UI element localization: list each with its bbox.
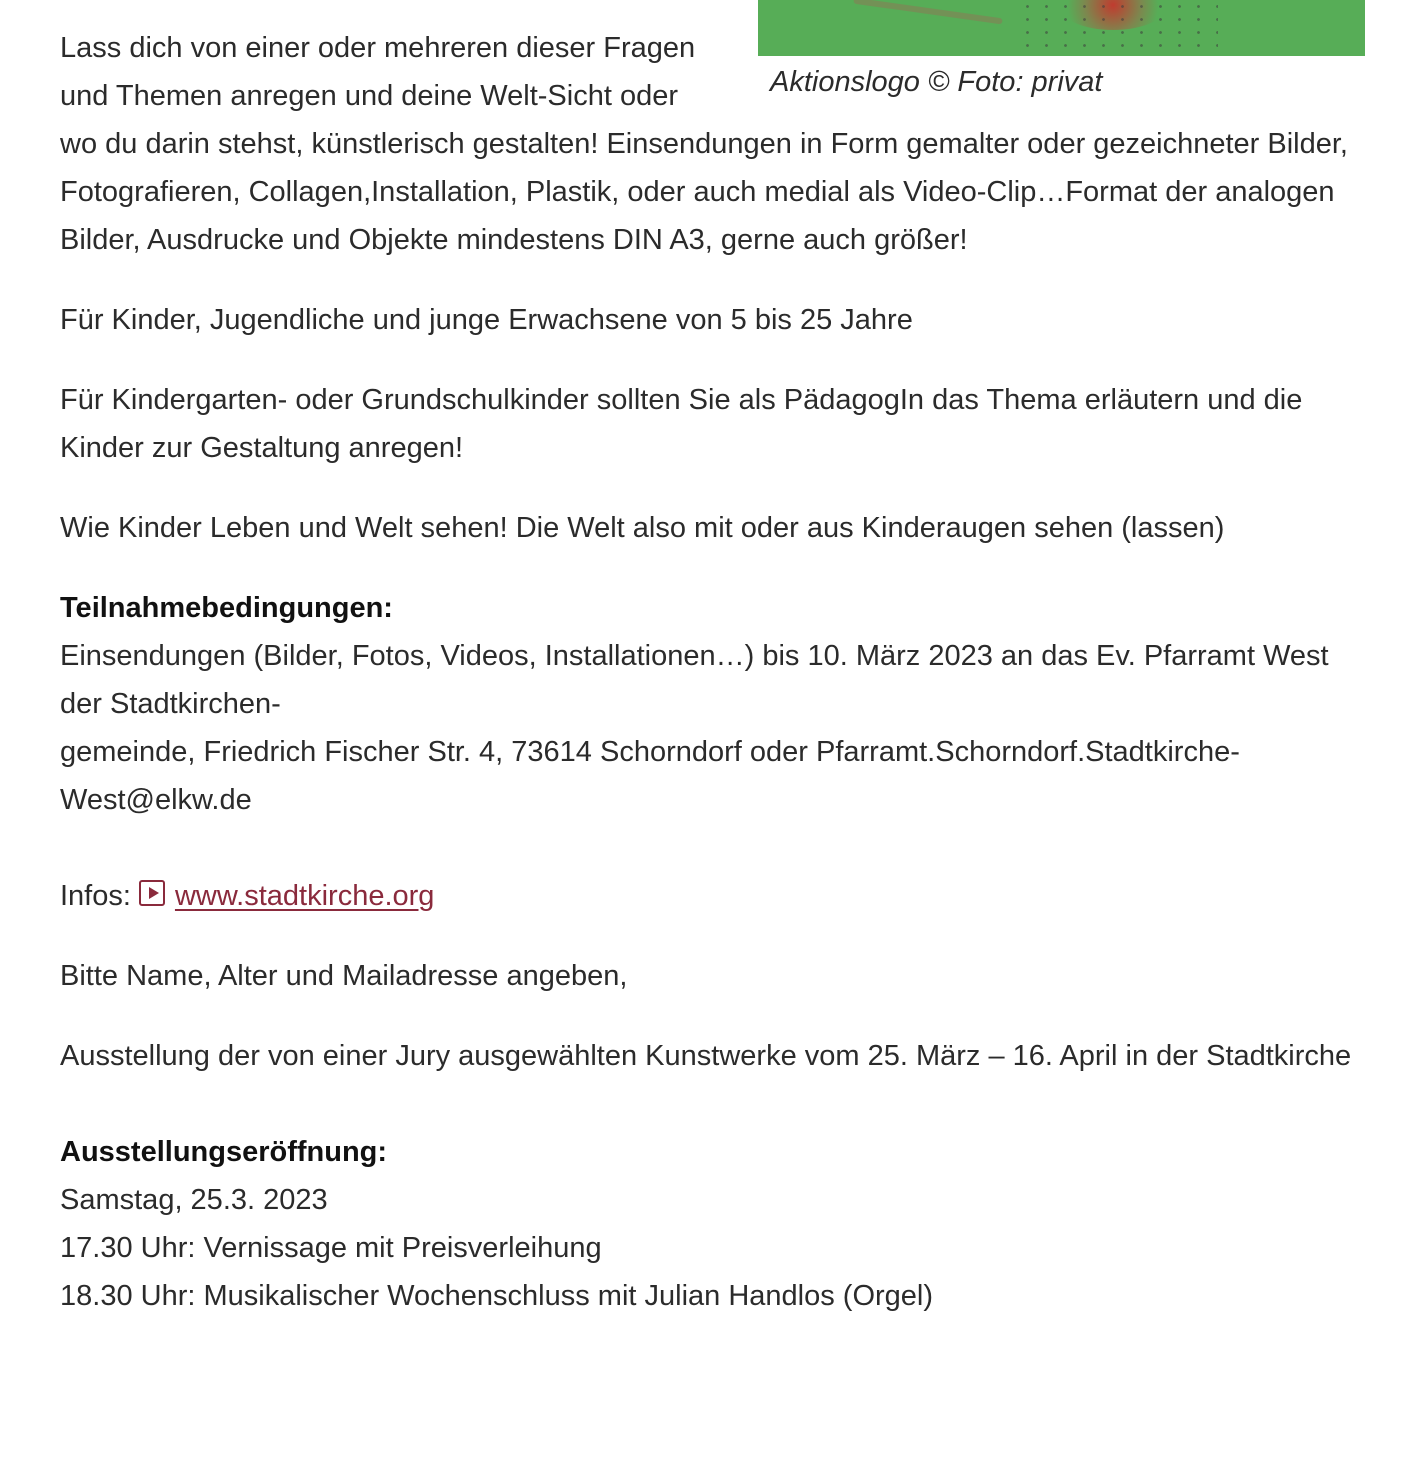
figure-caption: Aktionslogo © Foto: privat bbox=[770, 66, 1103, 98]
opening-item-1: 17.30 Uhr: Vernissage mit Preisverleihung bbox=[60, 1232, 602, 1264]
conditions-paragraph bbox=[60, 584, 1365, 824]
article-body bbox=[60, 0, 1365, 1320]
opening-date: Samstag, 25.3. 2023 bbox=[60, 1184, 328, 1216]
conditions-heading: Teilnahmebedingungen: bbox=[60, 592, 393, 624]
conditions-line-2: gemeinde, Friedrich Fischer Str. 4, 73614 Schorndorf oder Pfarramt.Schorndorf.Stadtkirche-West@elkw.de bbox=[60, 736, 1240, 816]
exhibition-paragraph: Ausstellung der von einer Jury ausgewählten Kunstwerke vom 25. März – 16. April in der Stadtkirche bbox=[60, 1040, 1352, 1072]
conditions-line-1: Einsendungen (Bilder, Fotos, Videos, Installationen…) bis 10. März 2023 an das Ev. Pfarramt West der Stadtkirchen- bbox=[60, 640, 1329, 720]
educators-paragraph: Für Kindergarten- oder Grundschulkinder sollten Sie als PädagogIn das Thema erläutern und die Kinder zur Gestaltung anregen! bbox=[60, 384, 1303, 464]
external-link-play-icon[interactable] bbox=[139, 880, 165, 906]
figure bbox=[758, 0, 1365, 104]
opening-heading: Ausstellungseröffnung: bbox=[60, 1136, 388, 1168]
infos-paragraph bbox=[60, 872, 1365, 920]
motto-paragraph: Wie Kinder Leben und Welt sehen! Die Welt also mit oder aus Kinderaugen sehen (lassen) bbox=[60, 512, 1225, 544]
intro-paragraph: Lass dich von einer oder mehreren dieser Fragen und Themen anregen und deine Welt-Sicht oder wo du darin stehst, künstlerisch gestalten! Einsendungen in Form gemalter oder gezeichneter Bilder, Fotografieren, Collagen,Installation, Plastik, oder auch medial als Video-Clip…Format der analogen Bilder, Ausdrucke und Objekte mindestens DIN A3, gerne auch größer! bbox=[60, 32, 1348, 256]
stadtkirche-link[interactable]: www.stadtkirche.org bbox=[174, 880, 435, 912]
action-logo-image bbox=[758, 0, 1365, 56]
opening-paragraph bbox=[60, 1128, 1365, 1320]
infos-label: Infos: bbox=[60, 880, 131, 912]
opening-item-2: 18.30 Uhr: Musikalischer Wochenschluss mit Julian Handlos (Orgel) bbox=[60, 1280, 934, 1312]
audience-paragraph: Für Kinder, Jugendliche und junge Erwachsene von 5 bis 25 Jahre bbox=[60, 304, 913, 336]
request-paragraph: Bitte Name, Alter und Mailadresse angeben, bbox=[60, 960, 628, 992]
